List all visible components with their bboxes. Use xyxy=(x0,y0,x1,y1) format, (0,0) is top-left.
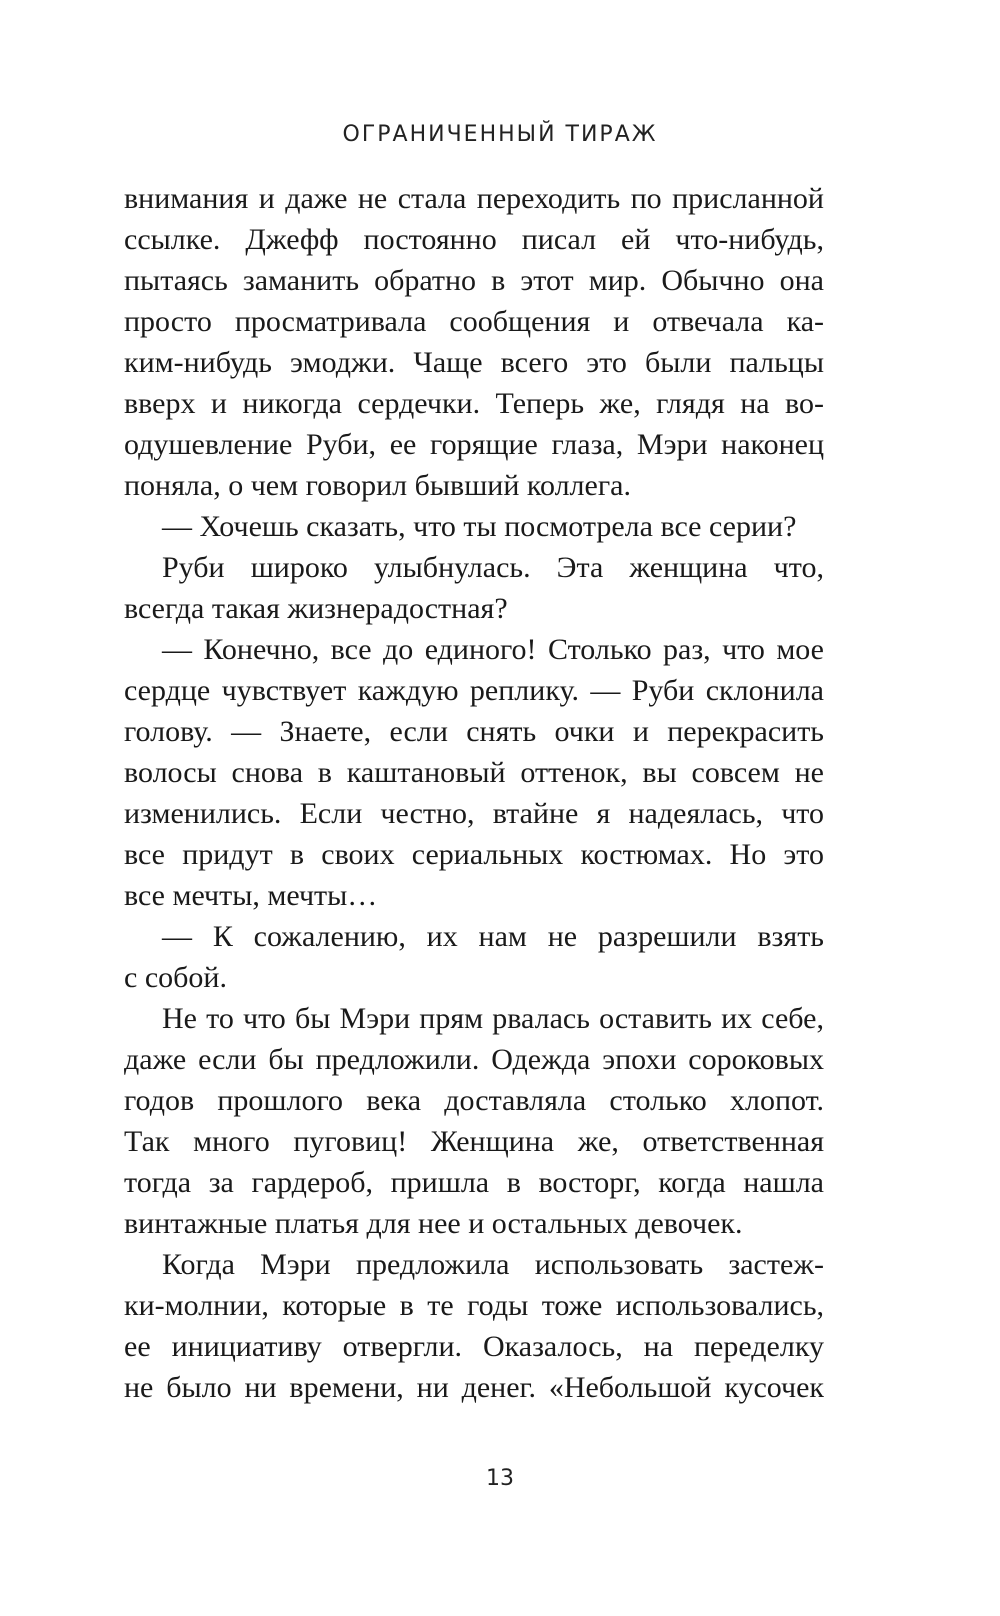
text-line: голову. — Знаете, если снять очки и перекрасить xyxy=(124,715,824,748)
text-line: — Хочешь сказать, что ты посмотрела все серии? xyxy=(162,510,797,543)
text-line: ее инициативу отвергли. Оказалось, на переделку xyxy=(124,1330,824,1363)
text-line: волосы снова в каштановый оттенок, вы совсем не xyxy=(124,756,824,789)
page-number: 13 xyxy=(486,1466,514,1491)
text-line: ссылке. Джефф постоянно писал ей что-нибудь, xyxy=(124,223,824,256)
text-line: с собой. xyxy=(124,961,227,994)
text-line: изменились. Если честно, втайне я надеялась, что xyxy=(124,797,824,830)
text-line: ким-нибудь эмоджи. Чаще всего это были пальцы xyxy=(124,346,824,379)
text-line: внимания и даже не стала переходить по присланной xyxy=(124,182,824,215)
text-line: тогда за гардероб, пришла в восторг, когда нашла xyxy=(124,1166,824,1199)
text-line: ки-молнии, которые в те годы тоже использовались, xyxy=(124,1289,824,1322)
text-line: даже если бы предложили. Одежда эпохи сороковых xyxy=(124,1043,824,1076)
text-line: — Конечно, все до единого! Столько раз, что мое xyxy=(162,633,824,666)
text-line: пытаясь заманить обратно в этот мир. Обычно она xyxy=(124,264,824,297)
text-line: Не то что бы Мэри прям рвалась оставить их себе, xyxy=(162,1002,824,1035)
text-line: Руби широко улыбнулась. Эта женщина что, xyxy=(162,551,824,584)
text-line: винтажные платья для нее и остальных девочек. xyxy=(124,1207,743,1240)
running-header: ОГРАНИЧЕННЫЙ ТИРАЖ xyxy=(342,122,658,147)
body-text xyxy=(124,178,824,1408)
text-line: одушевление Руби, ее горящие глаза, Мэри наконец xyxy=(124,428,824,461)
text-line: все мечты, мечты… xyxy=(124,879,378,912)
text-line: все придут в своих сериальных костюмах. Но это xyxy=(124,838,824,871)
text-line: годов прошлого века доставляла столько хлопот. xyxy=(124,1084,824,1117)
text-line: не было ни времени, ни денег. «Небольшой кусочек xyxy=(124,1371,824,1404)
text-line: — К сожалению, их нам не разрешили взять xyxy=(162,920,824,953)
text-line: сердце чувствует каждую реплику. — Руби склонила xyxy=(124,674,824,707)
text-line: поняла, о чем говорил бывший коллега. xyxy=(124,469,631,502)
text-line: Когда Мэри предложила использовать застеж- xyxy=(162,1248,824,1281)
text-line: Так много пуговиц! Женщина же, ответственная xyxy=(124,1125,824,1158)
text-line: просто просматривала сообщения и отвечала ка- xyxy=(124,305,824,338)
text-line: вверх и никогда сердечки. Теперь же, глядя на во- xyxy=(124,387,824,420)
text-line: всегда такая жизнерадостная? xyxy=(124,592,508,625)
